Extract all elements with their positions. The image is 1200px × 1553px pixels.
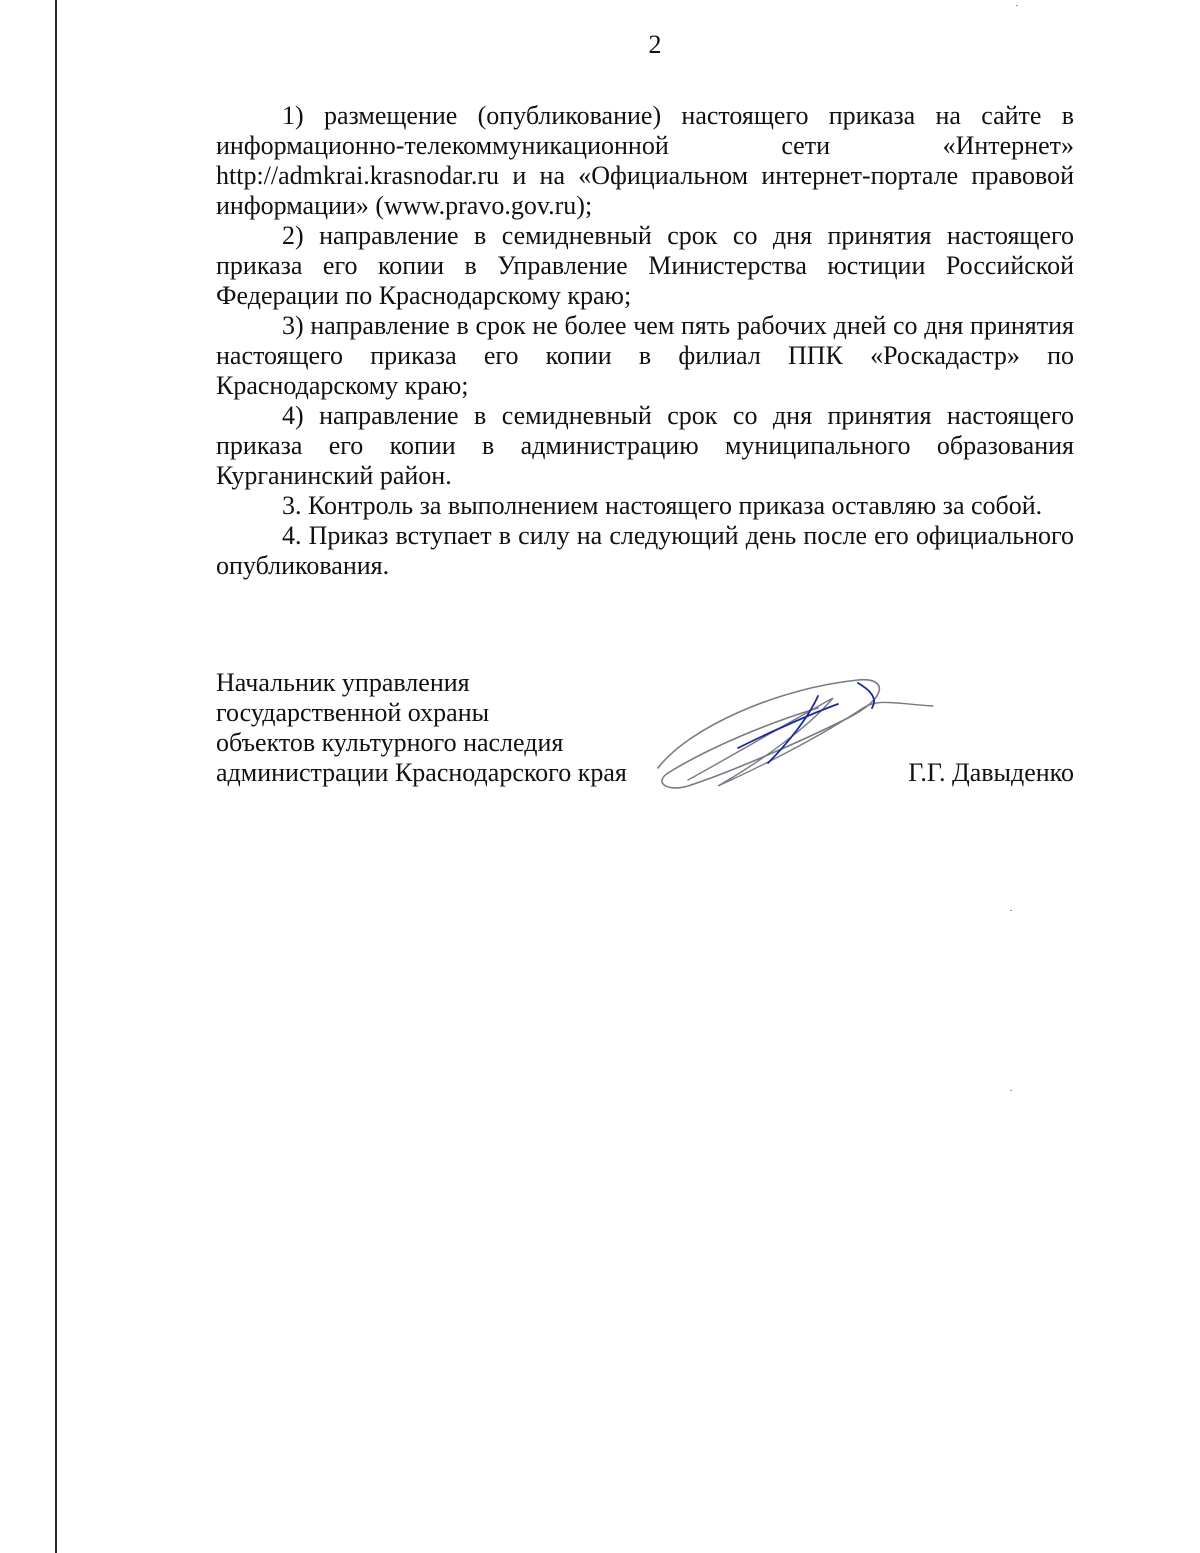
position-line: объектов культурного наследия (216, 728, 564, 757)
scan-dot (1016, 5, 1018, 6)
paragraph-clause-3: 3. Контроль за выполнением настоящего приказа оставляю за собой. (282, 491, 1043, 520)
signature-stroke (738, 683, 874, 763)
scan-dot (1010, 1090, 1012, 1091)
document-body (216, 101, 1074, 581)
paragraph-item-2: 2) направление в семидневный срок со дня принятия настоящего приказа его копии в Управление Министерства юстиции Российской Федерации по Краснодарскому краю; (216, 221, 1074, 310)
paragraph-item-4: 4) направление в семидневный срок со дня принятия настоящего приказа его копии в администрацию муниципального образования Курганинский район. (216, 401, 1074, 490)
position-line: Начальник управления (216, 668, 470, 697)
paragraph-item-1: 1) размещение (опубликование) настоящего приказа на сайте в информационно-телекоммуникационной сети «Интернет» http://admkrai.krasnodar.ru и на «Официальном интернет-портале правовой информации» (www.pravo.gov.ru); (216, 101, 1074, 220)
page-number: 2 (648, 30, 662, 59)
scan-edge-left (55, 0, 57, 1553)
signer-name: Г.Г. Давыденко (908, 758, 1074, 787)
signer-position (216, 668, 627, 788)
position-line: государственной охраны (216, 698, 490, 727)
position-line: администрации Краснодарского края (216, 758, 627, 787)
paragraph-clause-4: 4. Приказ вступает в силу на следующий день после его официального опубликования. (216, 521, 1074, 580)
scan-dot (1010, 910, 1012, 911)
handwritten-signature (648, 668, 948, 798)
paragraph-item-3: 3) направление в срок не более чем пять рабочих дней со дня принятия настоящего приказа его копии в филиал ППК «Роскадастр» по Краснодарскому краю; (216, 311, 1074, 400)
